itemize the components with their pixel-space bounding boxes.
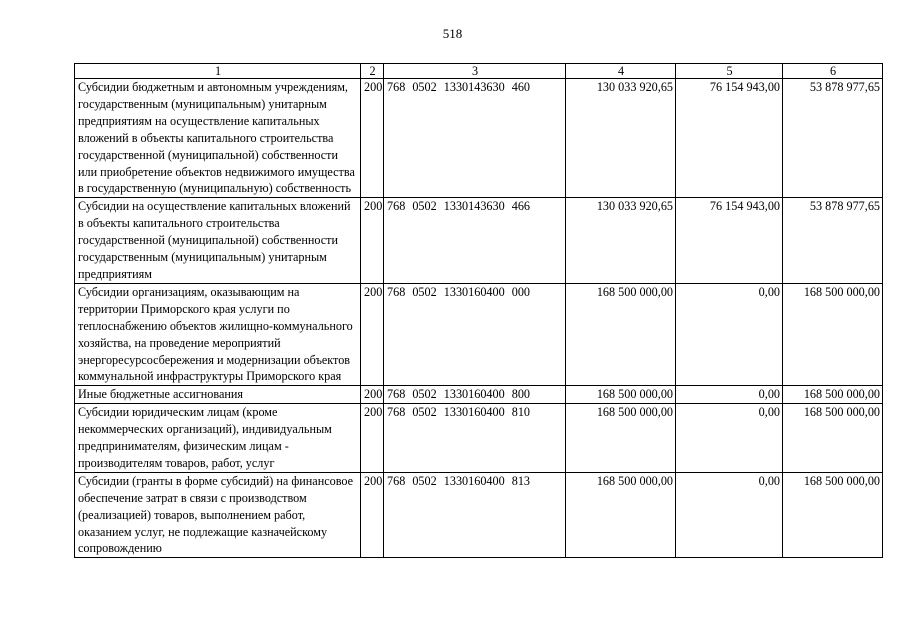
row-col6: 168 500 000,00 [783, 472, 883, 558]
row-code-text: 768 0502 1330160400 000 [387, 284, 531, 299]
header-row [75, 64, 883, 79]
row-col2: 200 [361, 79, 384, 198]
table-row [75, 404, 883, 473]
header-col-5: 5 [676, 64, 783, 79]
table-row [75, 386, 883, 404]
row-col5: 0,00 [676, 472, 783, 558]
row-name: Субсидии на осуществление капитальных вложений в объекты капитального строительства государственной (муниципальной) собственности государственным (муниципальным) унитарным предприятиям [75, 198, 361, 284]
header-col-6: 6 [783, 64, 883, 79]
row-col4: 168 500 000,00 [566, 386, 676, 404]
header-col-2: 2 [361, 64, 384, 79]
row-col6: 53 878 977,65 [783, 79, 883, 198]
row-col5: 76 154 943,00 [676, 198, 783, 284]
row-code-text: 768 0502 1330160400 810 [387, 405, 531, 420]
row-col5: 0,00 [676, 386, 783, 404]
table-row [75, 283, 883, 385]
row-col4: 168 500 000,00 [566, 283, 676, 385]
row-col2: 200 [361, 283, 384, 385]
row-name: Субсидии юридическим лицам (кроме некоммерческих организаций), индивидуальным предпринимателям, физическим лицам - производителям товаров, работ, услуг [75, 404, 361, 473]
row-code-text: 768 0502 1330160400 800 [387, 387, 531, 402]
row-name: Субсидии (гранты в форме субсидий) на финансовое обеспечение затрат в связи с производством (реализацией) товаров, выполнением работ, оказанием услуг, не подлежащие казначейскому сопровождению [75, 472, 361, 558]
row-name: Иные бюджетные ассигнования [75, 386, 361, 404]
row-col4: 168 500 000,00 [566, 404, 676, 473]
row-code [384, 79, 566, 198]
row-col6: 168 500 000,00 [783, 404, 883, 473]
row-col5: 0,00 [676, 404, 783, 473]
row-col6: 168 500 000,00 [783, 283, 883, 385]
row-col4: 168 500 000,00 [566, 472, 676, 558]
row-col2: 200 [361, 472, 384, 558]
row-col5: 76 154 943,00 [676, 79, 783, 198]
header-col-3: 3 [384, 64, 566, 79]
table-row [75, 79, 883, 198]
header-col-4: 4 [566, 64, 676, 79]
row-code-text: 768 0502 1330143630 460 [387, 80, 531, 94]
row-col6: 168 500 000,00 [783, 386, 883, 404]
row-code [384, 198, 566, 284]
row-col2: 200 [361, 404, 384, 473]
row-code-text: 768 0502 1330143630 466 [387, 199, 531, 214]
row-code [384, 386, 566, 404]
row-code [384, 283, 566, 385]
budget-table [74, 63, 883, 558]
row-code-text: 768 0502 1330160400 813 [387, 473, 531, 488]
row-name: Субсидии бюджетным и автономным учреждениям, государственным (муниципальным) унитарным предприятиям на осуществление капитальных вложений в объекты капитального строительства государственной (муниципальной) собственности или приобретение объектов недвижимого имущества в государственную (муниципальную) собственность [75, 79, 361, 198]
row-col2: 200 [361, 198, 384, 284]
page-number: 518 [442, 26, 463, 41]
table-row [75, 198, 883, 284]
row-col6: 53 878 977,65 [783, 198, 883, 284]
row-col4: 130 033 920,65 [566, 198, 676, 284]
table-row [75, 472, 883, 558]
row-code [384, 472, 566, 558]
row-col4: 130 033 920,65 [566, 79, 676, 198]
header-col-1: 1 [75, 64, 361, 79]
row-code [384, 404, 566, 473]
row-name: Субсидии организациям, оказывающим на территории Приморского края услуги по теплоснабжению объектов жилищно-коммунального хозяйства, на проведение мероприятий энергоресурсосбережения и модернизации объектов коммунальной инфраструктуры Приморского края [75, 283, 361, 385]
row-col5: 0,00 [676, 283, 783, 385]
row-col2: 200 [361, 386, 384, 404]
